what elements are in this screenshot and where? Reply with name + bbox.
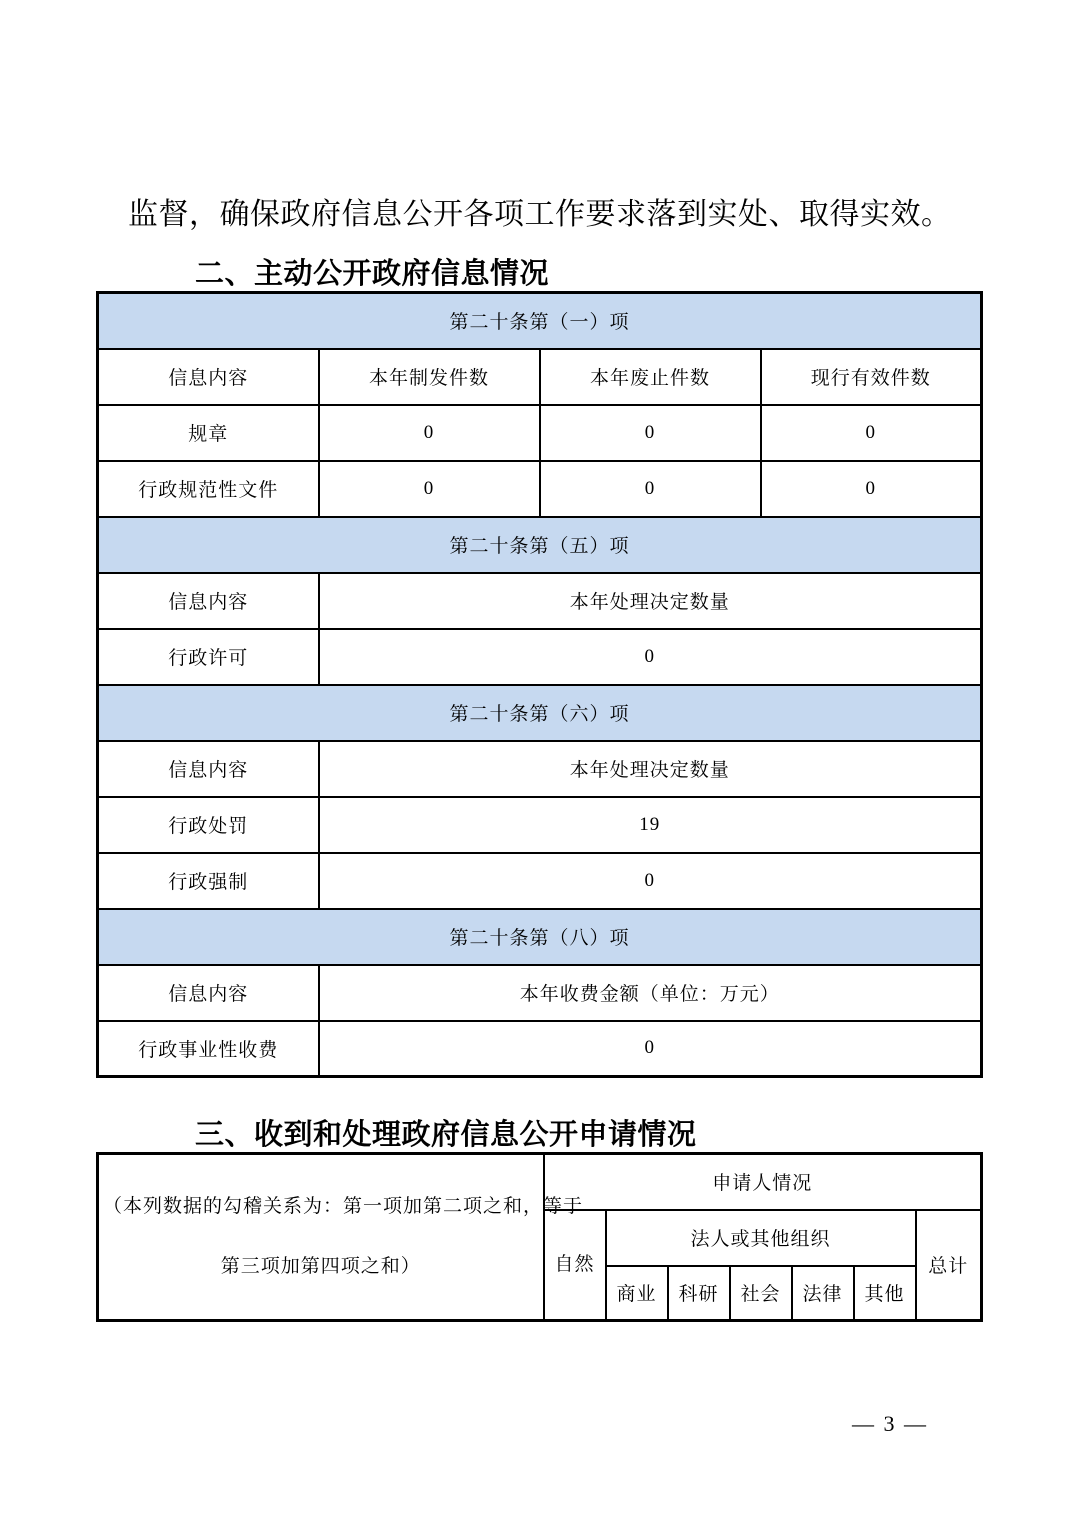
column-header-cell: 信息内容 <box>98 349 319 405</box>
value-cell: 0 <box>761 461 982 517</box>
row-label-cell: 行政强制 <box>98 853 319 909</box>
table-row <box>98 965 982 1021</box>
note-line-1: （本列数据的勾稽关系为：第一项加第二项之和，等于 <box>103 1196 584 1217</box>
value-cell: 0 <box>319 1021 982 1077</box>
legal-org-column-cell: 其他 <box>854 1266 916 1321</box>
legal-org-column-cell: 商业 <box>606 1266 668 1321</box>
table-row <box>98 853 982 909</box>
column-header-cell: 本年收费金额（单位：万元） <box>319 965 982 1021</box>
table-row <box>98 909 982 965</box>
table-row <box>98 517 982 573</box>
column-header-cell: 本年处理决定数量 <box>319 573 982 629</box>
table-row <box>98 1021 982 1077</box>
section-two-heading: 二、主动公开政府信息情况 <box>195 258 550 290</box>
body-paragraph: 监督，确保政府信息公开各项工作要求落到实处、取得实效。 <box>128 198 952 231</box>
legal-org-column-cell: 科研 <box>668 1266 730 1321</box>
row-label-cell: 规章 <box>98 405 319 461</box>
value-cell: 0 <box>319 629 982 685</box>
page-number: — 3 — <box>852 1411 928 1436</box>
value-cell: 0 <box>319 405 540 461</box>
note-line-2: 第三项加第四项之和） <box>220 1256 421 1277</box>
legal-org-column-cell: 法律 <box>792 1266 854 1321</box>
legal-org-header-cell: 法人或其他组织 <box>606 1210 916 1266</box>
column-header-cell: 本年制发件数 <box>319 349 540 405</box>
column-header-cell: 本年废止件数 <box>540 349 761 405</box>
table-row <box>98 741 982 797</box>
column-header-cell: 信息内容 <box>98 573 319 629</box>
table-row <box>98 685 982 741</box>
value-cell: 0 <box>319 853 982 909</box>
table-row <box>98 629 982 685</box>
value-cell: 0 <box>761 405 982 461</box>
value-cell: 0 <box>540 405 761 461</box>
section-two-table <box>96 291 983 1078</box>
value-cell: 19 <box>319 797 982 853</box>
legal-org-column-cell: 社会 <box>730 1266 792 1321</box>
row-label-cell: 行政事业性收费 <box>98 1021 319 1077</box>
section-three-table <box>96 1152 983 1322</box>
section-header-cell: 第二十条第（五）项 <box>98 517 982 573</box>
value-cell: 0 <box>319 461 540 517</box>
table-row <box>98 461 982 517</box>
table-row <box>98 405 982 461</box>
table-row <box>98 293 982 349</box>
section-header-cell: 第二十条第（六）项 <box>98 685 982 741</box>
row-label-cell: 行政处罚 <box>98 797 319 853</box>
section-three-heading: 三、收到和处理政府信息公开申请情况 <box>195 1119 697 1151</box>
section-header-cell: 第二十条第（八）项 <box>98 909 982 965</box>
table-row <box>98 797 982 853</box>
table-row <box>98 349 982 405</box>
column-header-cell: 信息内容 <box>98 965 319 1021</box>
column-header-cell: 本年处理决定数量 <box>319 741 982 797</box>
section-header-cell: 第二十条第（一）项 <box>98 293 982 349</box>
column-header-cell: 信息内容 <box>98 741 319 797</box>
table-row <box>98 1154 982 1210</box>
applicant-header-cell: 申请人情况 <box>544 1154 982 1210</box>
row-label-cell: 行政规范性文件 <box>98 461 319 517</box>
value-cell: 0 <box>540 461 761 517</box>
column-header-cell: 现行有效件数 <box>761 349 982 405</box>
total-cell: 总计 <box>916 1210 982 1321</box>
natural-person-cell: 自然 <box>544 1210 606 1321</box>
table-row <box>98 573 982 629</box>
row-label-cell: 行政许可 <box>98 629 319 685</box>
